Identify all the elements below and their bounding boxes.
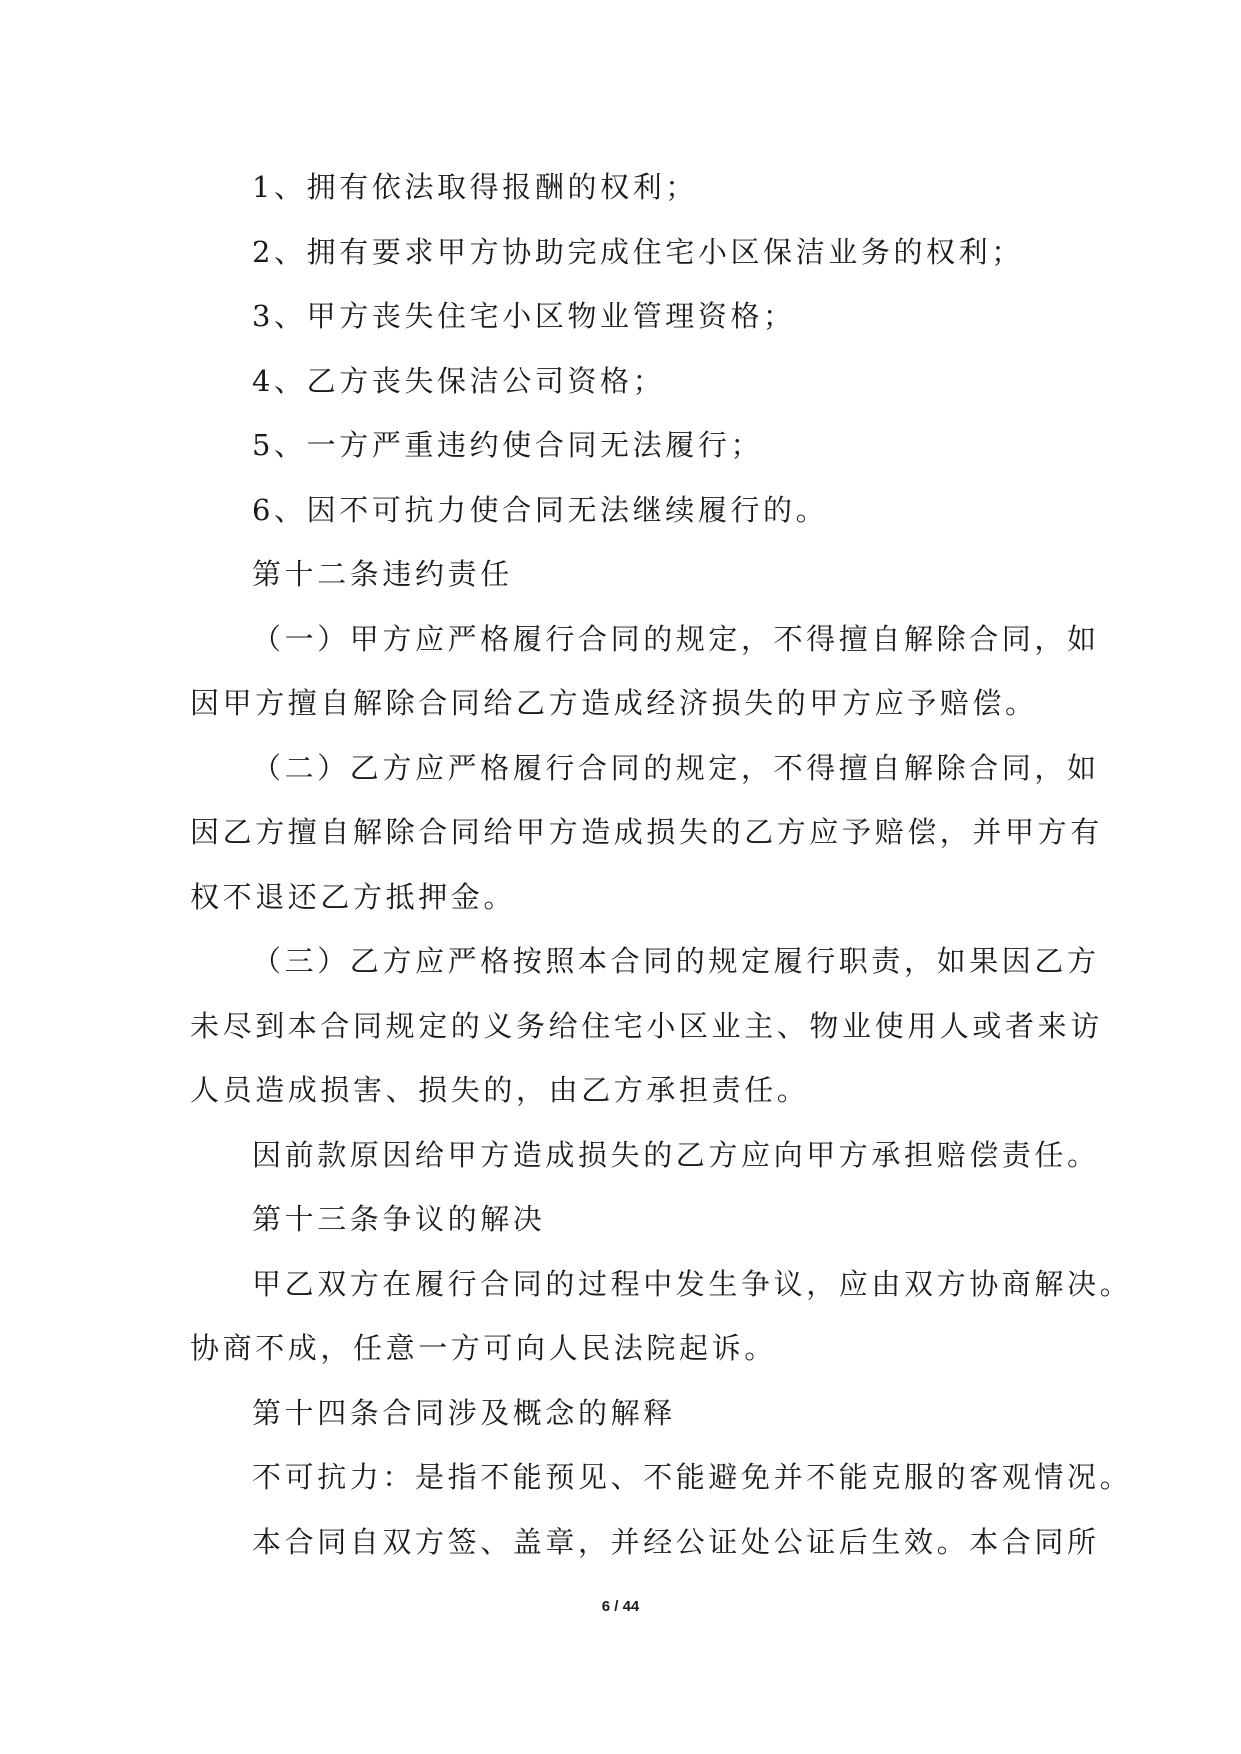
force-majeure-definition: 不可抗力：是指不能预见、不能避免并不能克服的客观情况。 [252, 1460, 1133, 1494]
clause-3-line-3: 人员造成损害、损失的，由乙方承担责任。 [190, 1073, 810, 1107]
list-item-5: 5、一方严重违约使合同无法履行； [252, 428, 764, 462]
clause-2-line-2: 因乙方擅自解除合同给甲方造成损失的乙方应予赔偿，并甲方有 [190, 815, 1103, 849]
clause-3-line-2: 未尽到本合同规定的义务给住宅小区业主、物业使用人或者来访 [190, 1008, 1103, 1043]
article-12-heading: 第十二条违约责任 [252, 557, 513, 591]
list-item-1: 1、拥有依法取得报酬的权利； [252, 170, 698, 204]
article-14-heading: 第十四条合同涉及概念的解释 [252, 1395, 676, 1430]
paragraph-compensation: 因前款原因给甲方造成损失的乙方应向甲方承担赔偿责任。 [252, 1137, 1100, 1172]
effectiveness-paragraph: 本合同自双方签、盖章，并经公证处公证后生效。本合同所 [252, 1524, 1100, 1559]
article-13-heading: 第十三条争议的解决 [252, 1202, 546, 1236]
clause-1-line-1: （一）甲方应严格履行合同的规定，不得擅自解除合同，如 [252, 621, 1100, 656]
list-item-3: 3、甲方丧失住宅小区物业管理资格； [252, 299, 796, 333]
list-item-4: 4、乙方丧失保洁公司资格； [252, 363, 666, 398]
list-item-2: 2、拥有要求甲方协助完成住宅小区保洁业务的权利； [252, 234, 1024, 269]
clause-3-line-1: （三）乙方应严格按照本合同的规定履行职责，如果因乙方 [252, 944, 1100, 978]
dispute-paragraph-line-1: 甲乙双方在履行合同的过程中发生争议，应由双方协商解决。 [252, 1266, 1133, 1301]
document-body [190, 155, 1133, 1574]
dispute-paragraph-line-2: 协商不成，任意一方可向人民法院起诉。 [190, 1331, 777, 1365]
clause-2-line-3: 权不退还乙方抵押金。 [190, 879, 517, 914]
page-number: 6 / 44 [601, 1598, 640, 1615]
list-item-6: 6、因不可抗力使合同无法继续履行的。 [252, 492, 829, 527]
clause-1-line-2: 因甲方擅自解除合同给乙方造成经济损失的甲方应予赔偿。 [190, 686, 1038, 720]
clause-2-line-1: （二）乙方应严格履行合同的规定，不得擅自解除合同，如 [252, 750, 1100, 785]
